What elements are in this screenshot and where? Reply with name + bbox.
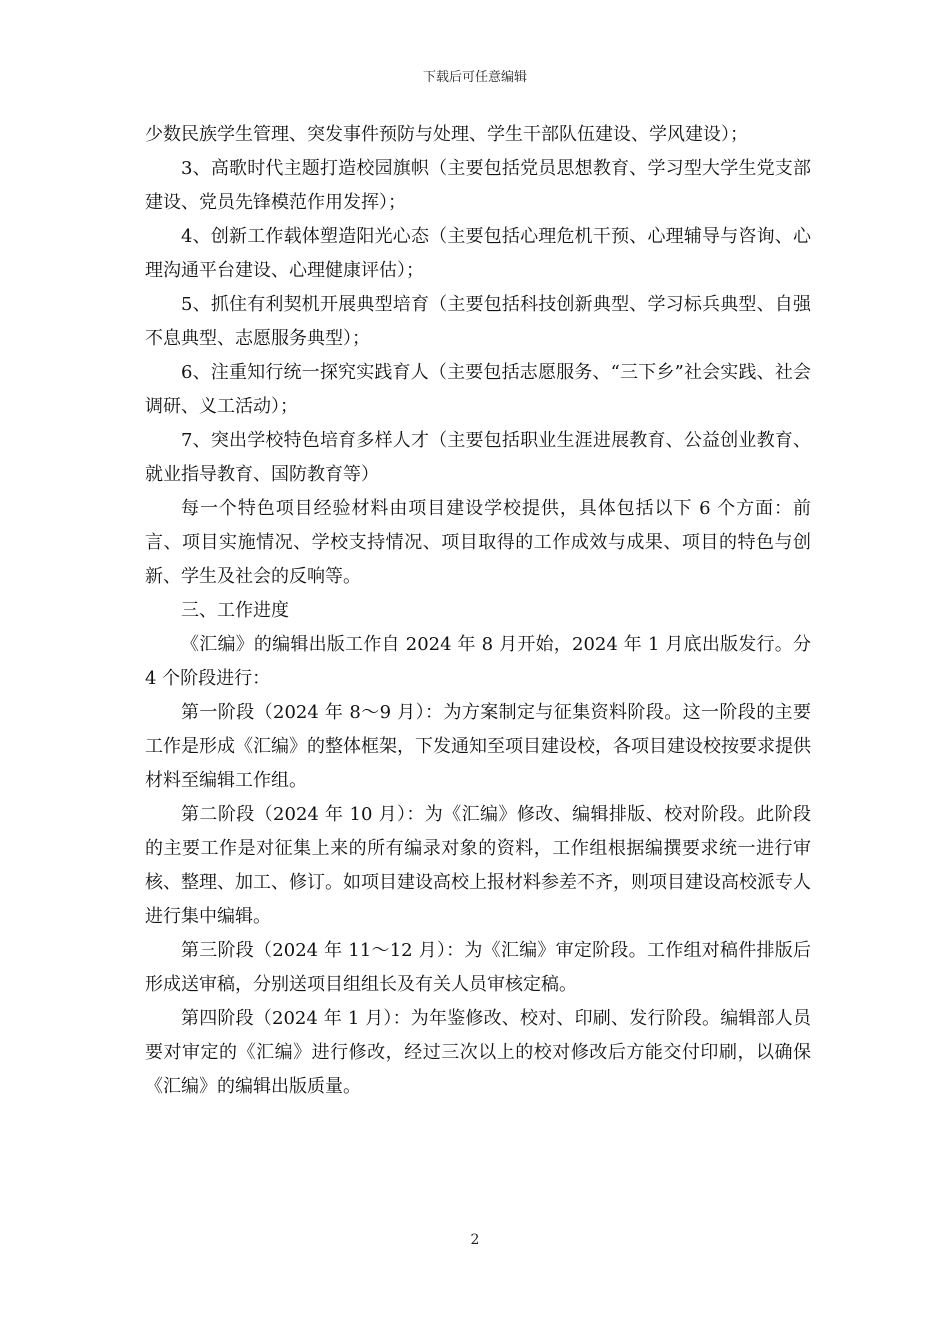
paragraph-stage-3: 第三阶段（2024 年 11～12 月）：为《汇编》审定阶段。工作组对稿件排版后形成送审稿，分别送项目组组长及有关人员审核定稿。 — [145, 940, 811, 995]
paragraph-continuation: 少数民族学生管理、突发事件预防与处理、学生干部队伍建设、学风建设）； — [145, 124, 748, 145]
paragraph-stage-1: 第一阶段（2024 年 8～9 月）：为方案制定与征集资料阶段。这一阶段的主要工作是形成《汇编》的整体框架，下发通知至项目建设校，各项目建设校按要求提供材料至编辑工作组。 — [145, 702, 811, 791]
paragraph-stage-2: 第二阶段（2024 年 10 月）：为《汇编》修改、编辑排版、校对阶段。此阶段的主要工作是对征集上来的所有编录对象的资料，工作组根据编撰要求统一进行审核、整理、加工、修订。如项目建设高校上报材料参差不齐，则项目建设高校派专人进行集中编辑。 — [145, 804, 811, 927]
page-number: 2 — [470, 1232, 480, 1248]
paragraph-stage-4: 第四阶段（2024 年 1 月）：为年鉴修改、校对、印刷、发行阶段。编辑部人员要对审定的《汇编》进行修改，经过三次以上的校对修改后方能交付印刷，以确保《汇编》的编辑出版质量。 — [145, 1008, 811, 1097]
list-item-5: 5、抓住有利契机开展典型培育（主要包括科技创新典型、学习标兵典型、自强不息典型、志愿服务典型）； — [145, 294, 811, 349]
list-item-3: 3、高歌时代主题打造校园旗帜（主要包括党员思想教育、学习型大学生党支部建设、党员先锋模范作用发挥）； — [145, 158, 811, 213]
list-item-6: 6、注重知行统一探究实践育人（主要包括志愿服务、“三下乡”社会实践、社会调研、义工活动）； — [145, 362, 811, 417]
page-header-note: 下载后可任意编辑 — [422, 70, 527, 85]
section-heading-progress: 三、工作进度 — [181, 600, 289, 621]
paragraph-schedule: 《汇编》的编辑出版工作自 2024 年 8 月开始，2024 年 1 月底出版发行。分 4 个阶段进行： — [145, 634, 811, 689]
paragraph-materials: 每一个特色项目经验材料由项目建设学校提供，具体包括以下 6 个方面：前言、项目实施情况、学校支持情况、项目取得的工作成效与成果、项目的特色与创新、学生及社会的反响等。 — [145, 498, 811, 587]
document-body — [145, 118, 811, 1104]
list-item-7: 7、突出学校特色培育多样人才（主要包括职业生涯进展教育、公益创业教育、就业指导教育、国防教育等） — [145, 430, 811, 485]
list-item-4: 4、创新工作载体塑造阳光心态（主要包括心理危机干预、心理辅导与咨询、心理沟通平台建设、心理健康评估）； — [145, 226, 811, 281]
